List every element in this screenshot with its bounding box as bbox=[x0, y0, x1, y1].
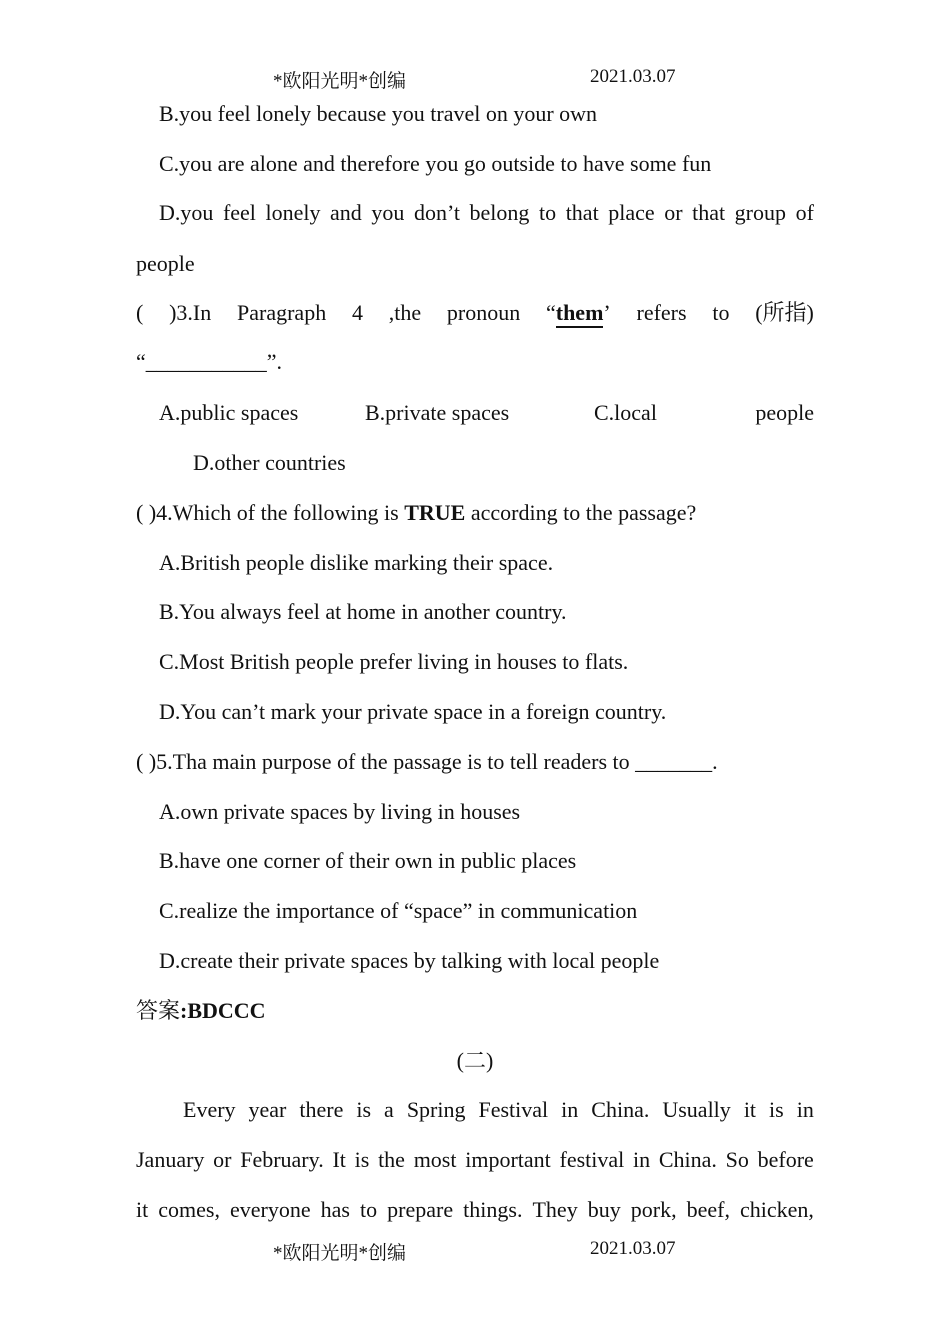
q5-option-c: C.realize the importance of “space” in communication bbox=[159, 898, 638, 923]
footer-date: 2021.03.07 bbox=[590, 1238, 676, 1259]
q3-keyword: them bbox=[556, 300, 604, 328]
q5-option-b: B.have one corner of their own in public places bbox=[159, 848, 577, 873]
q4-option-d: D.You can’t mark your private space in a foreign country. bbox=[159, 699, 667, 724]
q5-option-d: D.create their private spaces by talking with local people bbox=[159, 948, 660, 973]
q3-options-row: A.public spaces B.private spaces C.local people bbox=[159, 400, 814, 425]
section-title: (二) bbox=[456, 1048, 494, 1073]
q5-question: ( )5.Tha main purpose of the passage is to tell readers to _______. bbox=[136, 749, 718, 774]
header-author: *欧阳光明*创编 bbox=[273, 71, 407, 92]
q5-option-a: A.own private spaces by living in houses bbox=[159, 799, 521, 824]
q3-question-line2: “___________”. bbox=[136, 349, 283, 374]
passage-line1: Every year there is a Spring Festival in China. Usually it is in bbox=[183, 1097, 814, 1122]
q2-option-b: B.you feel lonely because you travel on your own bbox=[159, 101, 598, 126]
q2-option-c: C.you are alone and therefore you go outside to have some fun bbox=[159, 151, 712, 176]
q4-option-a: A.British people dislike marking their space. bbox=[159, 550, 554, 575]
passage-line3: it comes, everyone has to prepare things. They buy pork, beef, chicken, bbox=[136, 1197, 814, 1222]
q4-option-b: B.You always feel at home in another country. bbox=[159, 599, 567, 624]
q2-option-d-line1: D.you feel lonely and you don’t belong to that place or that group of bbox=[159, 200, 814, 225]
q2-option-d-line2: people bbox=[136, 251, 195, 276]
header-date: 2021.03.07 bbox=[590, 66, 676, 87]
answer-key: 答案:BDCCC bbox=[136, 998, 266, 1024]
q4-option-c: C.Most British people prefer living in houses to flats. bbox=[159, 649, 629, 674]
footer-author: *欧阳光明*创编 bbox=[273, 1243, 407, 1264]
q3-option-d: D.other countries bbox=[193, 450, 346, 475]
passage-line2: January or February. It is the most important festival in China. So before bbox=[136, 1147, 814, 1172]
q3-question-line1: ( )3.In Paragraph 4 ,the pronoun “them’ refers to (所指) bbox=[136, 298, 814, 328]
q4-question: ( )4.Which of the following is TRUE according to the passage? bbox=[136, 500, 697, 525]
